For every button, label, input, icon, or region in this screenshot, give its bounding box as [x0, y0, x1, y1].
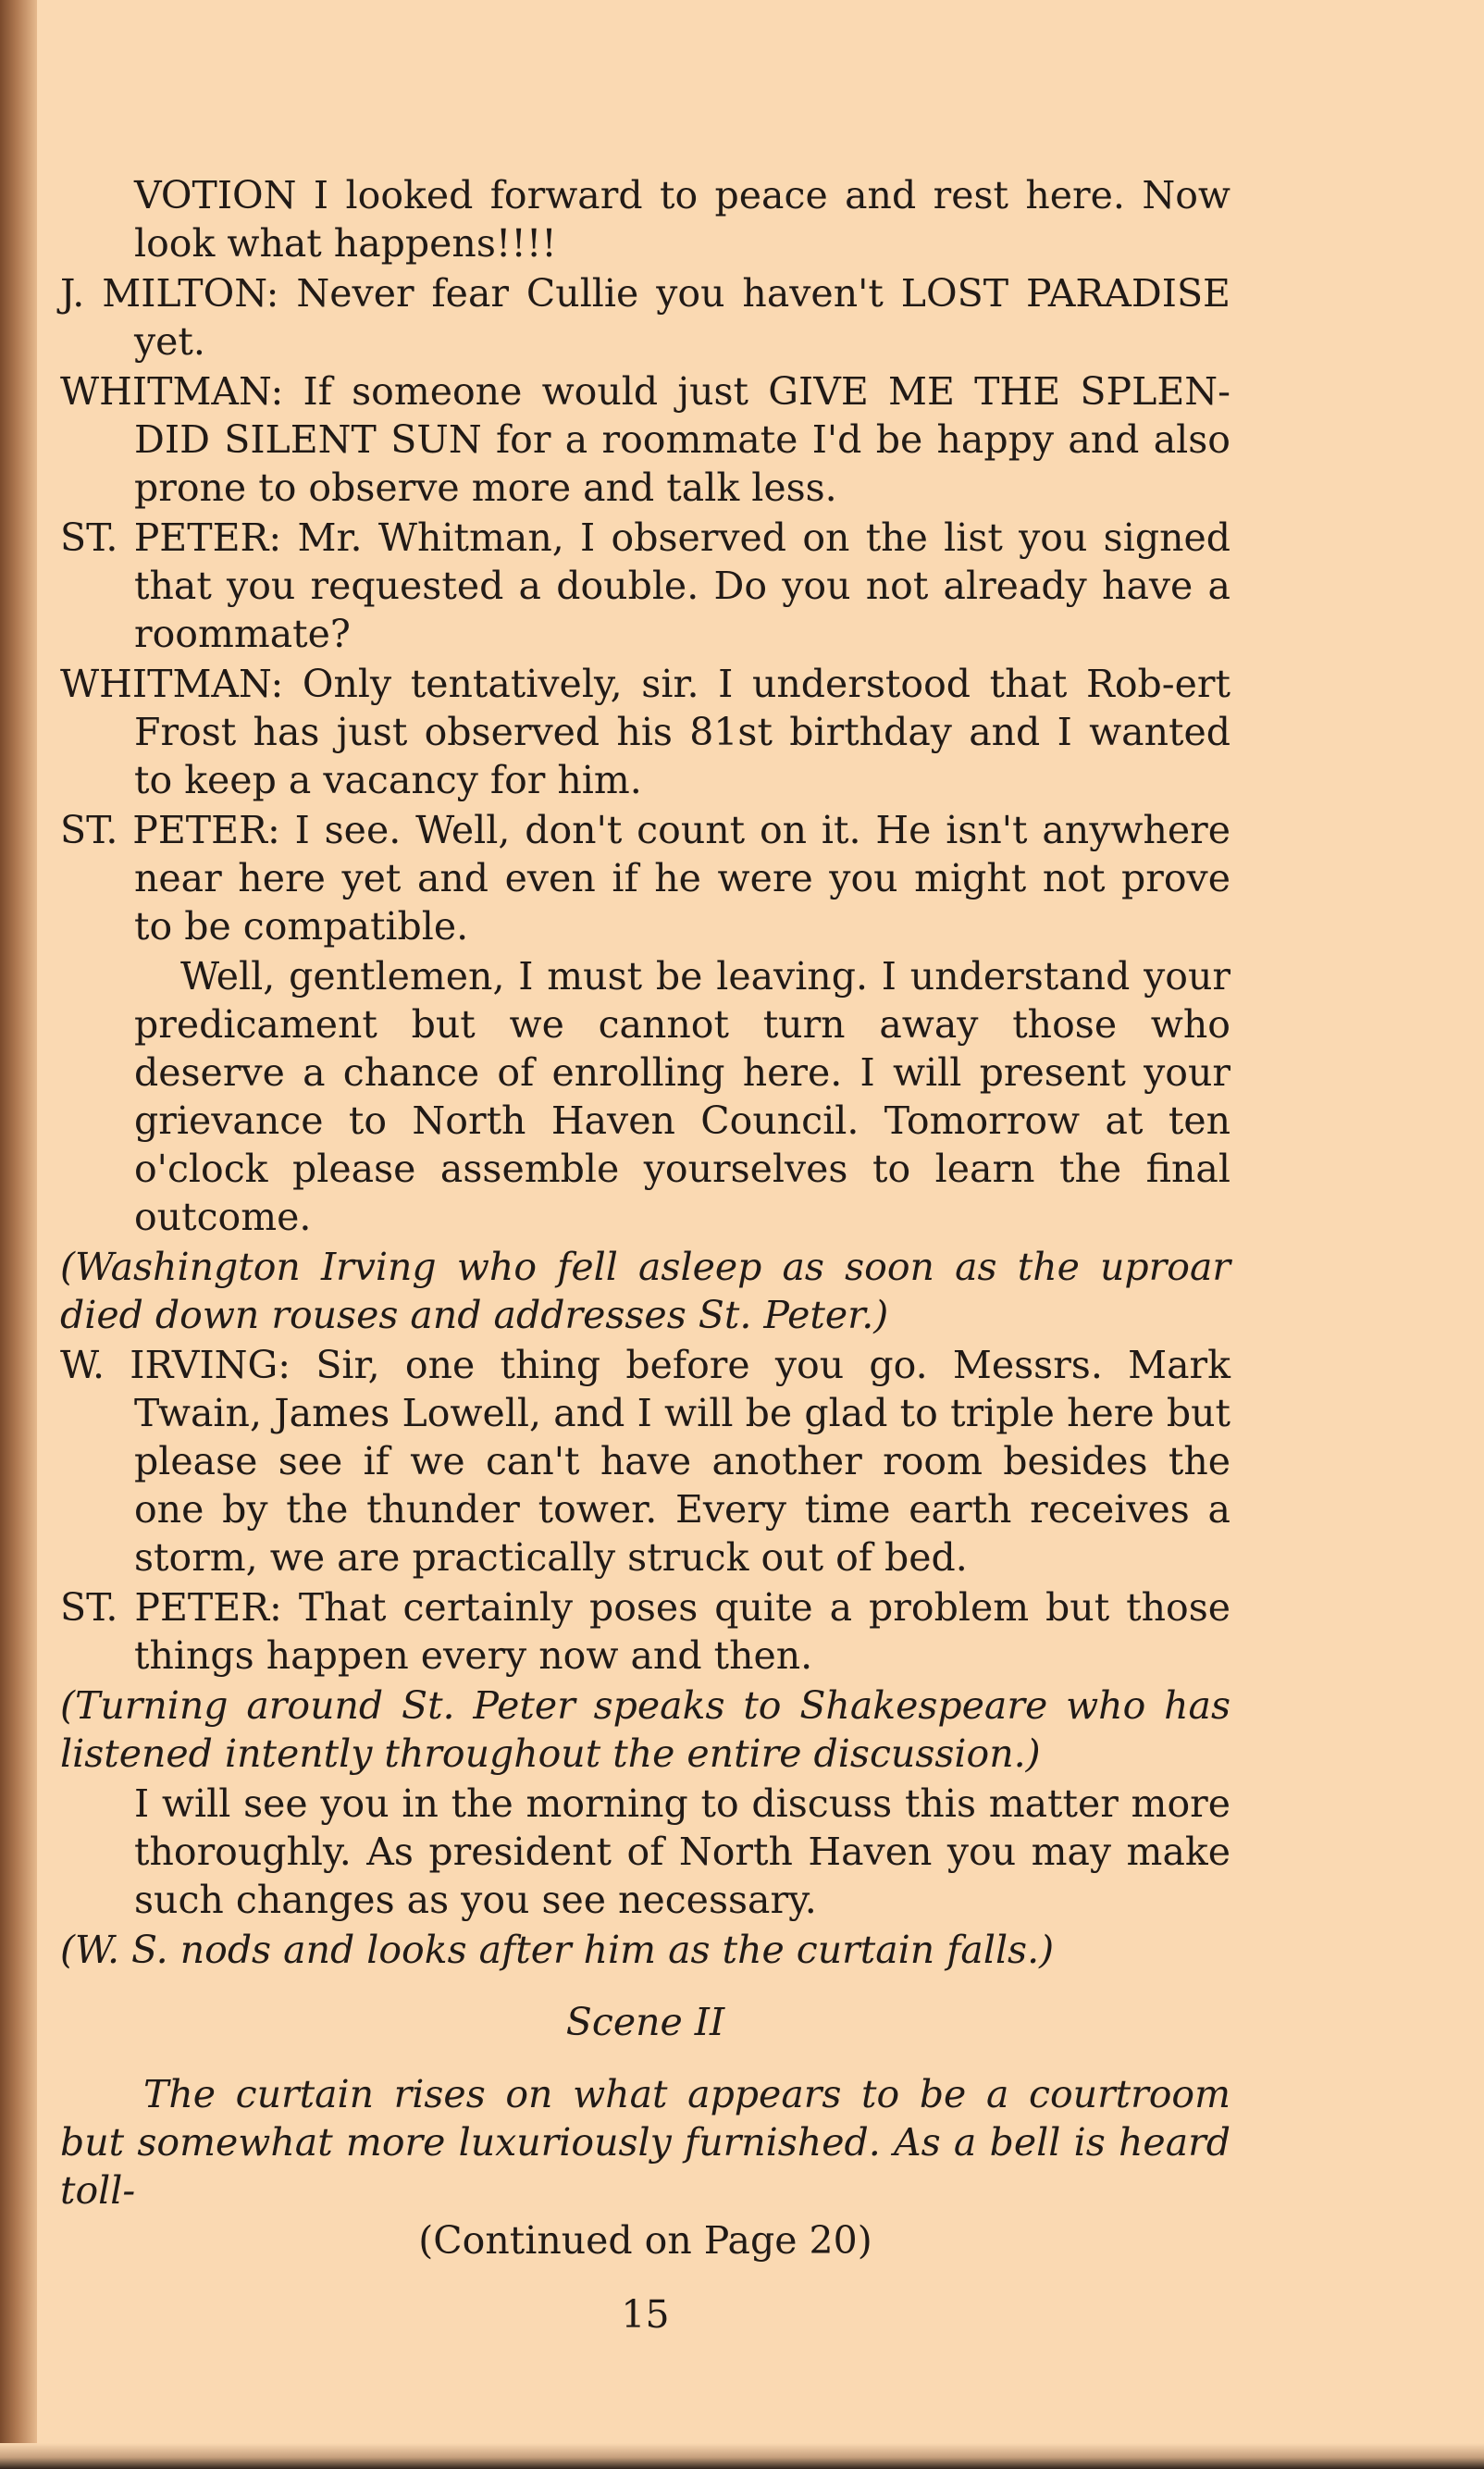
stage-direction-turning: (Turning around St. Peter speaks to Shakespeare who has listened intently throughout the entire discussion.) — [60, 1683, 1230, 1776]
stage-direction-curtain: (W. S. nods and looks after him as the curtain falls.) — [60, 1928, 1055, 1972]
continuation-note: (Continued on Page 20) — [418, 2218, 872, 2263]
page-bottom-edge — [0, 2443, 1484, 2469]
stage-direction-irving: (Washington Irving who fell asleep as soon as the uproar died down rouses and addresses St. Peter.) — [60, 1245, 1230, 1337]
dialogue-continuation: VOTION I looked forward to peace and rest here. Now look what happens!!!! — [134, 173, 1230, 266]
dialogue-milton: J. MILTON: Never fear Cullie you haven't LOST PARADISE yet. — [60, 271, 1230, 364]
dialogue-st-peter-1: ST. PETER: Mr. Whitman, I observed on the list you signed that you requested a double. Do you not already have a roommate? — [60, 515, 1230, 656]
page-text — [60, 171, 1230, 2340]
dialogue-st-peter-3: ST. PETER: That certainly poses quite a problem but those things happen every now and then. — [60, 1585, 1230, 1678]
dialogue-st-peter-2-continued: Well, gentlemen, I must be leaving. I understand your predicament but we cannot turn away those who deserve a chance of enrolling here. I will present your grievance to North Haven Council. Tomorrow at ten o'clock please assemble yourselves to learn the final outcome. — [134, 954, 1230, 1239]
book-spine — [0, 0, 37, 2469]
page-number: 15 — [621, 2292, 670, 2337]
dialogue-irving: W. IRVING: Sir, one thing before you go. Messrs. Mark Twain, James Lowell, and I will be glad to triple here but please see if we can't have another room besides the one by the thunder tower. Every time earth receives a storm, we are practically struck out of bed. — [60, 1343, 1230, 1580]
scene-heading: Scene II — [565, 2000, 725, 2044]
dialogue-st-peter-2: ST. PETER: I see. Well, don't count on it. He isn't anywhere near here yet and even if he were you might not prove to be compatible. — [60, 808, 1230, 949]
dialogue-whitman-1: WHITMAN: If someone would just GIVE ME THE SPLEN-DID SILENT SUN for a roommate I'd be happy and also prone to observe more and talk less. — [60, 369, 1230, 510]
dialogue-st-peter-4: I will see you in the morning to discuss this matter more thoroughly. As president of North Haven you may make such changes as you see necessary. — [134, 1781, 1230, 1922]
dialogue-whitman-2: WHITMAN: Only tentatively, sir. I understood that Rob-ert Frost has just observed his 81st birthday and I wanted to keep a vacancy for him. — [60, 662, 1230, 802]
scene-intro: The curtain rises on what appears to be a courtroom but somewhat more luxuriously furnished. As a bell is heard toll- — [60, 2072, 1230, 2213]
